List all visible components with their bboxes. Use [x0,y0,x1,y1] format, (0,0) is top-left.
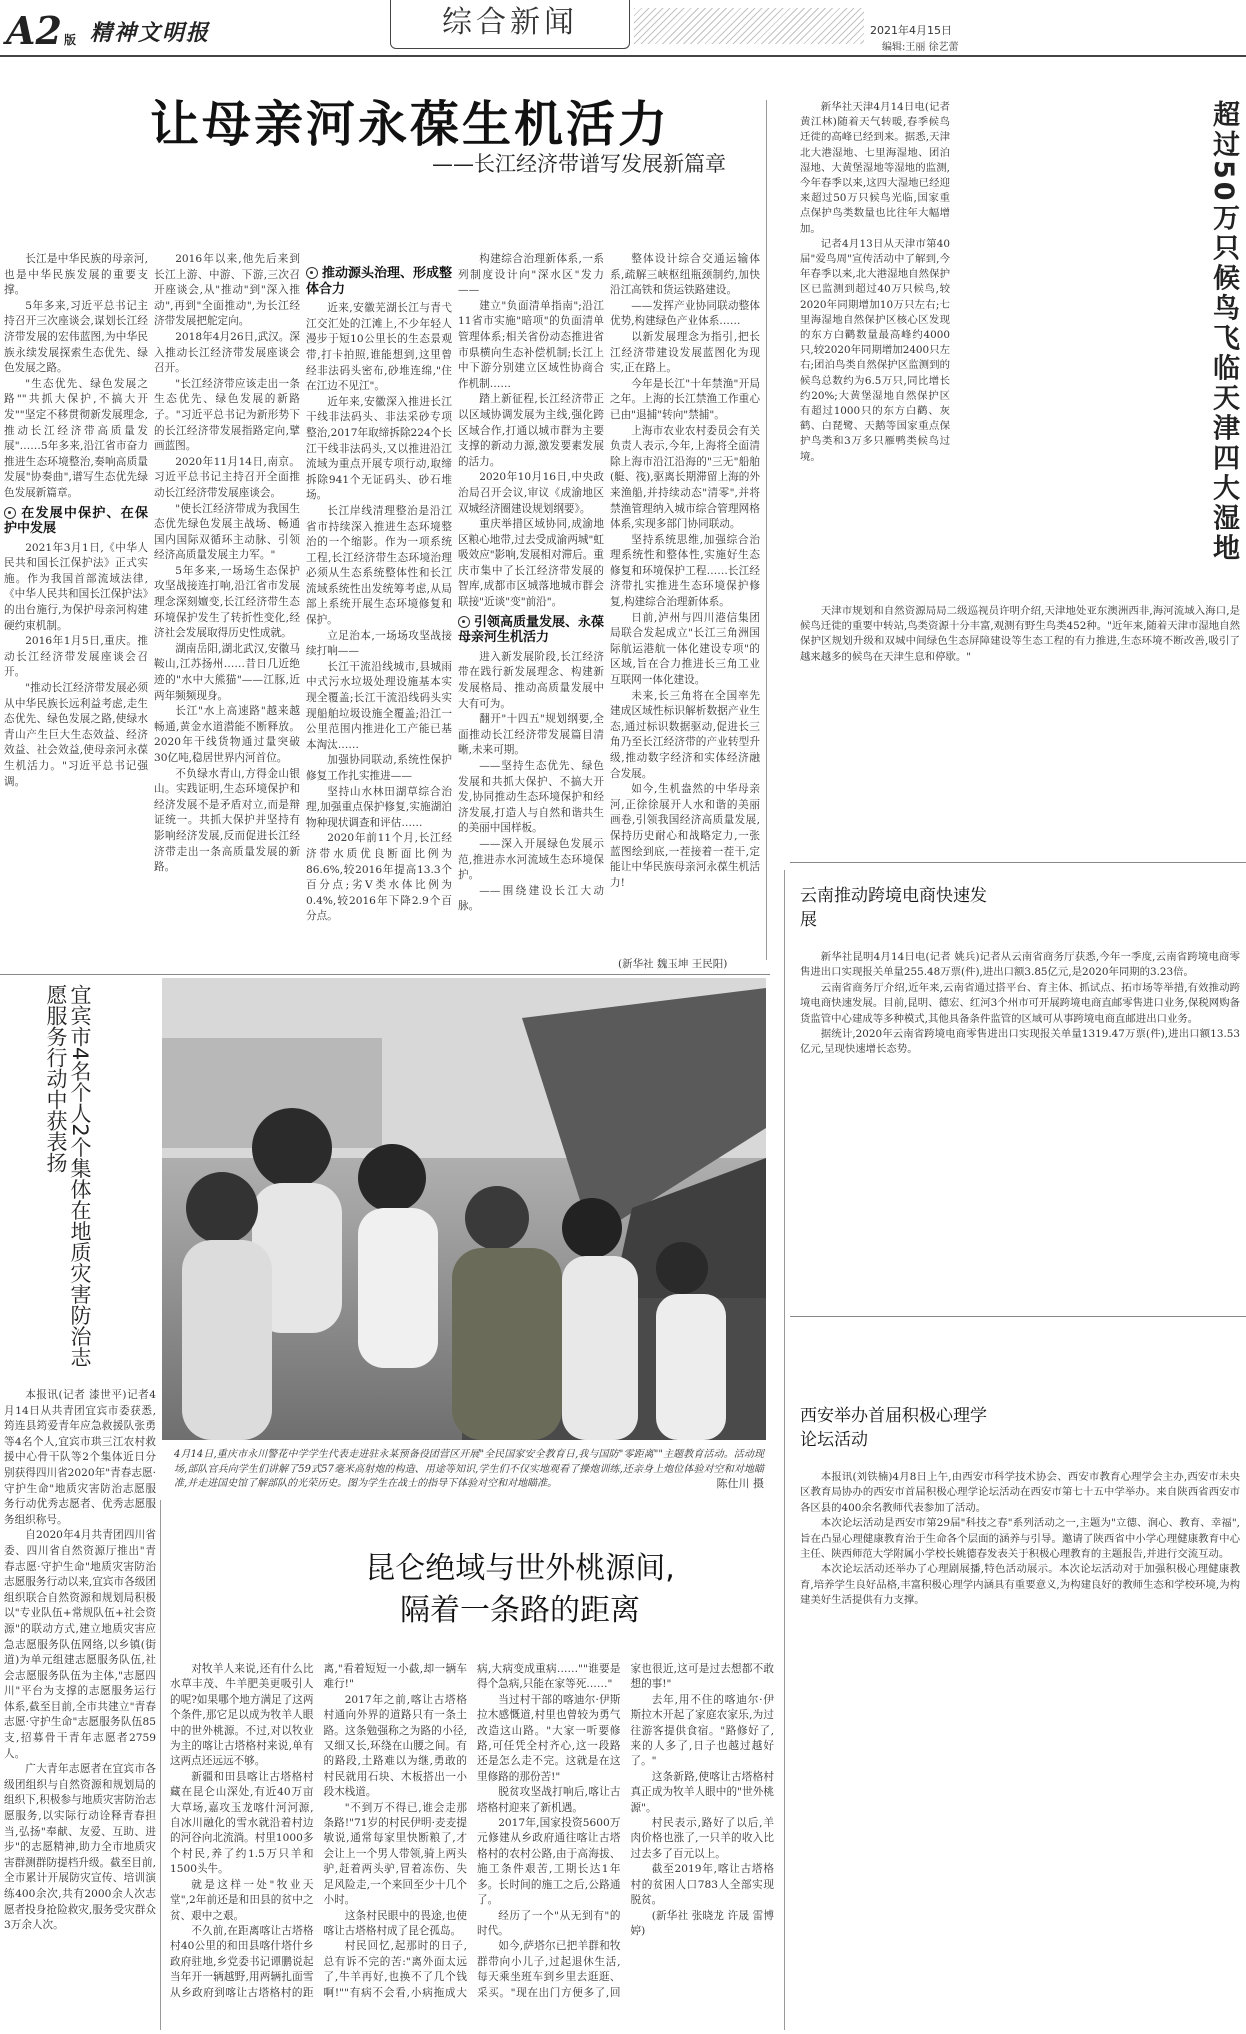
column-divider [160,1500,161,2030]
editor-line: 编辑:王丽 徐艺蕾 [882,42,959,53]
lead-column-2: 2016年以来,他先后来到长江上游、中游、下游,三次召开座谈会,从"推动"到"深入推动",再到"全面推动",为长江经济带发展把舵定向。 2018年4月26日,武汉。深入推动长江经济带发展座谈会召开。 "长江经济带应该走出一条生态优先、绿色发展的新路子。"习近平总书记为新形势下的长江经济带发展指路定向,擘画蓝图。 2020年11月14日,南京。习近平总书记主持召开全面推动长江经济带发展座谈会。 "使长江经济带成为我国生态优先绿色发展主战场、畅通国内国际双循环主动脉、引领经济高质量发展主力军。" 5年多来,一场场生态保护攻坚战接连打响,沿江省市发展理念深刻嬗变,长江经济带生态环境保护发生了转折性变化,经济社会发展取得历史性成就。 湖南岳阳,湖北武汉,安徽马鞍山,江苏扬州……昔日几近绝迹的"水中大熊猫"——江豚,近两年频频现身。 长江"水上高速路"越来越畅通,黄金水道潜能不断释放。2020年干线货物通过量突破30亿吨,稳居世界内河首位。 不负绿水青山,方得金山银山。实践证明,生态环境保护和经济发展不是矛盾对立,而是辩证统一。共抓大保护并坚持有影响经济发展,反而促进长江经济带走出一条高质量发展的新路。 [154,253,300,874]
lead-subhead: 推动源头治理、形成整体合力 [306,266,452,297]
tianjin-headline: 超过50万只候鸟飞临天津四大湿地 [1208,100,1239,564]
lead-para: "生态优先、绿色发展之路""共抓大保护,不搞大开发""坚定不移贯彻新发展理念,推动长江经济带高质量发展"……5年多来,沿江省市奋力推进生态环境整治,奏响高质量发展"协奏曲",谱写生态优先绿色发展新篇章。 [4,377,148,499]
bullet-icon [306,267,318,279]
tianjin-column-a: 新华社天津4月14日电(记者 黄江林)随着天气转暖,春季候鸟迁徙的高峰已经到来。据悉,天津北大港湿地、七里海湿地、团泊湿地、大黄堡湿地等湿地的监测,今年春季以来,这四大湿地已经迎来超过50万只候鸟光临,国家重点保护鸟类数量也比往年大幅增加。 记者4月13日从天津市第40届"爱鸟周"宣传活动中了解到,今年春季以来,北大港湿地自然保护区已监测到超过40万只候鸟,较2020年同期增加10万只左右;七里海湿地自然保护区核心区发现的东方白鹳数量最高峰约4000只,较2020年同期增加2400只左右;团泊鸟类自然保护区监测到的候鸟总数约为6.5万只,同比增长约20%;大黄堡湿地自然保护区有超过1000只的东方白鹳、灰鹤、白琵鹭、天鹅等国家重点保护鸟类和3万多只雁鸭类候鸟过境。 [800,101,950,463]
photo-credit: 陈仕川 摄 [716,1477,764,1491]
masthead [0,0,1246,58]
photo-scene-illustration [162,978,766,1440]
lead-subheadline: ——长江经济带谱写发展新篇章 [432,152,726,176]
lead-para: 长江是中华民族的母亲河,也是中华民族发展的重要支撑。 [4,253,148,297]
lead-column-1 [4,252,148,970]
sidebar-rule [790,1316,1246,1317]
lead-para: 2021年3月1日,《中华人民共和国长江保护法》正式实施。作为我国首部流域法律,《中华人民共和国长江保护法》的出台施行,为保护母亲河构建硬约束机制。 [4,541,148,632]
photo-caption: 4月14日,重庆市永川警花中学学生代表走进驻永某预备役团营区开展"全民国家安全教育日,我与国防"零距离""主题教育活动。活动现场,部队官兵向学生们讲解了59式57毫米高射炮的构造、用途等知识,学生们不仅实地观看了操炮训练,还亲身上炮位体验对空和对地瞄准,并走进国史馆了解部队的光荣历史。图为学生在战士的指导下体验对空和对地瞄准。 陈仕川 摄 [174,1449,764,1491]
feature-headline: 昆仑绝域与世外桃源间, 隔着一条路的距离 [365,1551,675,1628]
news-photo [162,978,766,1440]
lead-byline: (新华社 魏玉坤 王民阳) [618,958,728,970]
section-title: 综合新闻 [442,5,578,40]
yibin-headline: 宜宾市4名个人2个集体在地质灾害防治志愿服务行动中获表扬 [44,984,92,1368]
yibin-body: 本报讯(记者 漆世平)记者4月14日从共青团宜宾市委获悉,筠连县筠爱青年应急救援队张勇等4名个人,宜宾市珙三江农村救援中心骨干队等2个集体近日分别获得四川省2020年"青春志愿·守护生命"地质灾害防治志愿服务行动优秀志愿者、优秀志愿服务组织称号。 自2020年4月共青团四川省委、四川省自然资源厅推出"青春志愿·守护生命"地质灾害防治志愿服务行动以来,宜宾市各级团组织联合自然资源和规划局积极以"专业队伍+常规队伍+社会资源"的联动方式,建立地质灾害应急志愿服务队伍网络,以乡镇(街道)为单元组建志愿服务队伍,社会志愿服务队伍为主体,"志愿四川"平台为支撑的志愿服务运行体系,截至目前,全市共建立"青春志愿·守护生命"志愿服务队伍85支,招募骨干青年志愿者2759人。 广大青年志愿者在宜宾市各级团组织与自然资源和规划局的组织下,积极参与地质灾害防治志愿服务,以实际行动诠释青春担当,弘扬"奉献、友爱、互助、进步"的志愿精神,助力全市地质灾害群测群防提档升级。截至目前,全市累计开展防灾宣传、培训演练400余次,共有2000余人次志愿者投身抢险救灾,服务受灾群众3万余人次。 [4,1389,156,1932]
lead-para: "推动长江经济带发展必须从中华民族长远利益考虑,走生态优先、绿色发展之路,使绿水青山产生巨大生态效益、经济效益、社会效益,使母亲河永葆生机活力。"习近平总书记强调。 [4,682,148,788]
lead-subhead: 在发展中保护、在保护中发展 [4,505,148,537]
masthead-ornament [634,8,864,44]
sidebar-rule [790,862,1246,863]
bullet-icon [458,616,470,628]
section-tab [390,0,630,49]
lead-subhead: 引领高质量发展、永葆母亲河生机活力 [458,614,604,646]
lead-column-4: 构建综合治理新体系,一系列制度设计向"深水区"发力—— 建立"负面清单指南";沿江11省市实施"暗项"的负面清单管理体系;相关省份动态推进省市県横向生态补偿机制;长江上中下游分别建立区域性协商合作机制…… 踏上新征程,长江经济带正以区域协调发展为主线,强化跨区域合作,打通以城市群为主要支撑的新动力源,激发要素发展的活力。 2020年10月16日,中央政治局召开会议,审议《成渝地区双城经济圈建设规划纲要》。 重庆举措区域协同,成渝地区粮心地带,过去受成渝两城"虹吸效应"影响,发展相对滞后。重庆市集中了长江经济带发展的智库,成都市区城落地城市群会联接"近谈"变"前沿"。 引领高质量发展、永葆母亲河生机活力 进入新发展阶段,长江经济带在践行新发展理念、构建新发展格局、推动高质量发展中大有可为。 翻开"十四五"规划纲要,全面推动长江经济带发展篇目清晰,未来可期。 ——坚持生态优先、绿色发展和共抓大保护、不搞大开发,协同推动生态环境保护和经济发展,打造人与自然和谐共生的美丽中国样板。 ——深入开展绿色发展示范,推进赤水河流域生态环境保护。 ——围绕建设长江大动脉。 [458,253,604,913]
yunnan-body: 新华社昆明4月14日电(记者 姚兵)记者从云南省商务厅获悉,今年一季度,云南省跨境电商零售进出口实现报关单量255.48万票(件),进出口额3.85亿元,是2020年同期的3.23倍。 云南省商务厅介绍,近年来,云南省通过搭平台、育主体、抓试点、拓市场等举措,有效推动跨境电商快速发展。目前,昆明、德宏、红河3个州市可开展跨境电商直邮零售进口业务,保税网购备货监管中心建成等多种模式,其他具备条件监管的区域可从事跨境电商直邮进出口业务。 据统计,2020年云南省跨境电商零售进出口实现报关单量1319.47万票(件),进出口额13.53亿元,呈现快速增长态势。 [800,951,1240,1056]
lead-para: 5年多来,习近平总书记主持召开三次座谈会,谋划长江经济带发展的宏伟蓝图,为中华民族永续发展探索生态优先、绿色发展之路。 [4,299,148,375]
column-divider [784,870,785,2030]
tianjin-column-b: 天津市规划和自然资源局局二级巡视员许明介绍,天津地处亚东澳洲西非,海河流域入海口,是候鸟迁徙的重要中转站,鸟类资源十分丰富,观测有野生鸟类452种。"近年来,随着天津市湿地自然保护区规划升级和双城中间绿色生态屏障建设等生态工程的有力推进,生态环境不断改善,吸引了越来越多的候鸟在天津生息和停歇。" [800,605,1240,663]
masthead-rule [0,55,1246,57]
xian-headline: 西安举办首届积极心理学论坛活动 [800,1406,987,1450]
issue-date: 2021年4月15日 [870,24,952,37]
lead-headline: 让母亲河永葆生机活力 [150,96,671,153]
bullet-icon [4,507,16,519]
lead-column-5: 整体设计综合交通运输体系,疏解三峡枢纽瓶颈制约,加快沿江高铁和货运铁路建设。 ——发挥产业协同联动整体优势,构建绿色产业体系…… 以新发展理念为指引,把长江经济带建设发展蓝图化为现实,正在路上。 今年是长江"十年禁渔"开局之年。上海的长江禁渔工作重心已由"退捕"转向"禁捕"。 上海市农业农村委员会有关负责人表示,今年,上海将全面清除上海市沿江沿海的"三无"船舶(艇、筏),驱离长期滞留上海的外来渔船,并持续动态"清零",并将禁渔管理纳入城市综合管理网格体系,实现多部门协同联动。 坚持系统思维,加强综合治理系统性和整体性,实施好生态修复和环境保护工程……长江经济带扎实推进生态环境保护修复,构建综合治理新体系。 日前,泸州与四川港信集团局联合发起成立"长江三角洲国际航运港航一体化建设专项"的区域,旨在合力推进长三角工业互联网一体化建设。 未来,长三角将在全国率先建成区域性标识解析数据产业生态,通过标识数据驱动,促进长三角乃至长江经济带的产业转型升级,推动数字经济和实体经济融合发展。 如今,生机盎然的中华母亲河,正徐徐展开人水和谐的美丽画卷,引领我国经济高质量发展,保持历史耐心和战略定力,一张蓝图绘到底,一茬接着一茬干,定能让中华民族母亲河永葆生机活力! [610,253,760,889]
page-number: A2 版 [6,8,76,53]
column-divider [766,100,767,960]
feature-body: 对牧羊人来说,还有什么比水草丰茂、牛羊肥美更吸引人的呢?如果哪个地方满足了这两个条件,那它足以成为牧羊人眼中的世外桃源。不过,对以牧业为主的喀让古塔格村来说,单有这两点还远远不够。 新疆和田县喀让古塔格村藏在昆仑山深处,有近40万亩大草场,嘉攻玉龙喀什河河源,自冰川融化的雪水就沿着村边的河谷向北流淌。村里1000多个村民,养了约1.5万只羊和1500头牛。 就是这样一处"牧业天堂",2年前还是和田县的贫中之贫、艰中之艰。 不久前,在距离喀让古塔格村40公里的和田县喀什塔什乡政府驻地,乡党委书记谭鹏说起当年开一辆越野,用两辆扎面雪从乡政府到喀让古塔格村的距离,"看着短短一小截,却一辆车难行!" 2017年之前,喀让古塔格村通向外界的道路只有一条土路。这条勉强称之为路的小径,又细又长,环绕在山腰之间。有的路段,土路难以为继,勇敢的村民就用石块、木板搭出一小段木栈道。 "不到万不得已,谁会走那条路!"71岁的村民伊明·麦麦提敏说,通常每家里快断粮了,才会让上一个男人带领,骑上两头驴,赶着两头驴,冒着冻伤、失足风险走,一个来回至少十几个小时。 这条村民眼中的畏途,也使喀让古塔格村成了昆仑孤岛。 村民回忆,起那时的日子,总有诉不完的苦:"离外面太远了,牛羊再好,也换不了几个钱啊!""有病不会看,小病拖成大病,大病变成重病……""谁要是得个急病,只能在家等死……" 当过村干部的喀迪尔·伊斯拉木感慨道,村里也曾较为勇气改造这山路。"大家一听要修路,可任凭全村齐心,这一段路还是怎么走不完。这就是在这里修路的那份苦!" 脱贫攻坚战打响后,喀让古塔格村迎来了新机遇。 2017年,国家投资5600万元修建从乡政府通往喀让古塔格村的农村公路,由于高海拔、施工条件艰苦,工期长达1年多。长时间的施工之后,公路通了。 经历了一个"从无到有"的时代。 如今,萨塔尔已把羊群和牧群带向小儿子,过起退休生活,每天乘坐班车到乡里去逛逛、采买。"现在出门方便多了,回家也很近,这可是过去想都不敢想的事!" 去年,用不住的喀迪尔·伊斯拉木开起了家庭农家乐,为过往游客提供食宿。"路修好了,来的人多了,日子也越过越好了。" 这条新路,使喀让古塔格村真正成为牧羊人眼中的"世外桃源"。 村民表示,路好了以后,羊肉价格也涨了,一只羊的收入比过去多了百元以上。 截至2019年,喀让古塔格村的贫困人口783人全部实现脱贫。 (新华社 张晓龙 许晟 雷博婷) [170,1663,774,1999]
xian-body: 本报讯(刘铁楠)4月8日上午,由西安市科学技术协会、西安市教育心理学会主办,西安市未央区教育局协办的西安市首届积极心理学论坛活动在西安市第七十五中学举办。来自陕西省西安市各区县的400余名教师代表参加了活动。 本次论坛活动是西安市第29届"科技之春"系列活动之一,主题为"立德、润心、教育、幸福",旨在凸显心理健康教育治于生命各个层面的涵养与引导。邀请了陕西省中小学心理健康教育中心主任、陕西师范大学附属小学校长姚德春发表关于积极心理教育的主题报告,并进行交流互动。 本次论坛活动还举办了心理剧展播,特色活动展示。本次论坛活动对于加强积极心理健康教育,培养学生良好品格,丰富积极心理学内涵具有重要意义,为构建良好的教师生态和学校环境,为构建美好生活提供有力支撑。 [800,1471,1240,1607]
lead-para: 2016年1月5日,重庆。推动长江经济带发展座谈会召开。 [4,635,148,679]
section-rule [0,974,770,975]
yunnan-headline: 云南推动跨境电商快速发展 [800,886,987,930]
lead-column-3: 推动源头治理、形成整体合力 近来,安徽芜湖长江与青弋江交汇处的江滩上,不少年轻人漫步于短10公里长的生态景观带,打卡拍照,谁能想到,这里曾经非法码头密布,砂堆连绵,"住在江边不见江"。 近年来,安徽深入推进长江干线非法码头、非法采砂专项整治,2017年取缔拆除224个长江干线非法码头,又以推进沿江流域为重点开展专项行动,取缔拆除941个无证码头、砂石堆场。 长江岸线清理整治是沿江省市持续深入推进生态环境整治的一个缩影。作为一项系统工程,长江经济带生态环境治理必须从生态系统整体性和长江流域系统性出发统筹考虑,从局部上系统开展生态环境修复和保护。 立足治本,一场场攻坚战接续打响—— 长江干流沿线城市,县城雨中式污水垃圾处理设施基本实现全覆盖;长江干流沿线码头实现船舶垃圾设施全覆盖;沿江一公里范围内推进化工产能已基本淘汰…… 加强协同联动,系统性保护修复工作扎实推进—— 坚持山水林田湖草综合治理,加强重点保护修复,实施湖泊物种现状调查和评估…… 2020年前11个月,长江经济带水质优良断面比例为86.6%,较2016年提高13.3个百分点;劣V类水体比例为0.4%,较2016年下降2.9个百分点。 [306,266,452,923]
paper-name: 精神文明报 [90,20,211,46]
